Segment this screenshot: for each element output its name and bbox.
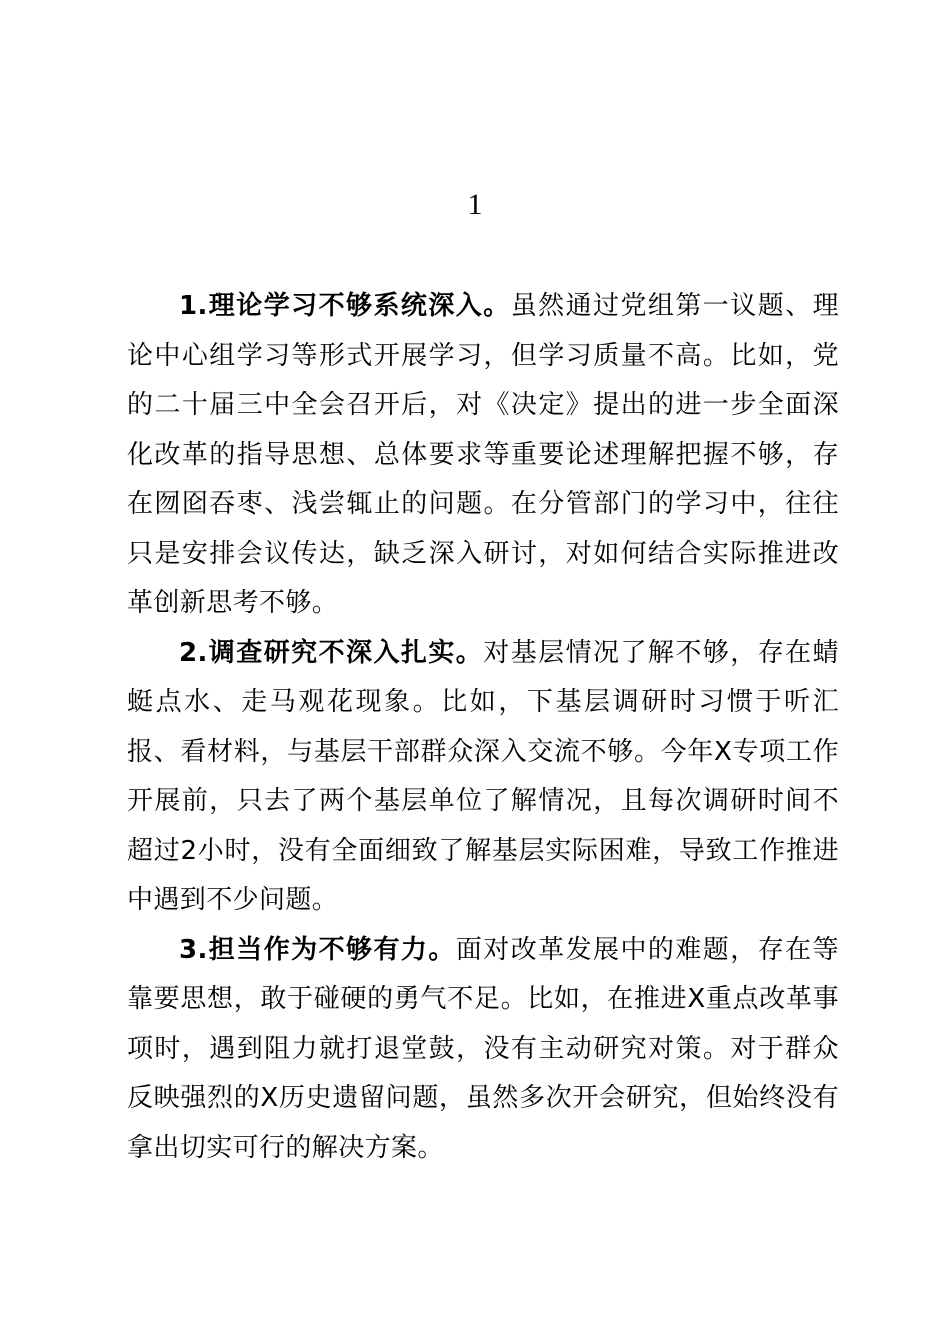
paragraph-3 — [127, 926, 839, 1174]
paragraph-1-heading: 1.理论学习不够系统深入。 — [179, 291, 511, 321]
paragraph-2-heading: 2.调查研究不深入扎实。 — [179, 637, 484, 668]
document-body — [127, 282, 839, 1173]
paragraph-2-text: 对基层情况了解不够，存在蜻蜓点水、走马观花现象。比如，下基层调研时习惯于听汇报、看材料，与基层干部群众深入交流不够。今年X专项工作开展前，只去了两个基层单位了解情况，且每次调研时间不超过2小时，没有全面细致了解基层实际困难，导致工作推进中遇到不少问题。 — [127, 637, 839, 915]
paragraph-3-text: 面对改革发展中的难题，存在等靠要思想，敢于碰硬的勇气不足。比如，在推进X重点改革事项时，遇到阻力就打退堂鼓，没有主动研究对策。对于群众反映强烈的X历史遗留问题，虽然多次开会研究，但始终没有拿出切实可行的解决方案。 — [127, 934, 839, 1163]
paragraph-2 — [127, 629, 839, 926]
paragraph-1 — [127, 282, 839, 629]
paragraph-3-heading: 3.担当作为不够有力。 — [179, 934, 456, 965]
paragraph-1-text: 虽然通过党组第一议题、理论中心组学习等形式开展学习，但学习质量不高。比如，党的二十届三中全会召开后，对《决定》提出的进一步全面深化改革的指导思想、总体要求等重要论述理解把握不够，存在囫囵吞枣、浅尝辄止的问题。在分管部门的学习中，往往只是安排会议传达，缺乏深入研讨，对如何结合实际推进改革创新思考不够。 — [127, 291, 839, 618]
page-number: 1 — [467, 188, 483, 221]
